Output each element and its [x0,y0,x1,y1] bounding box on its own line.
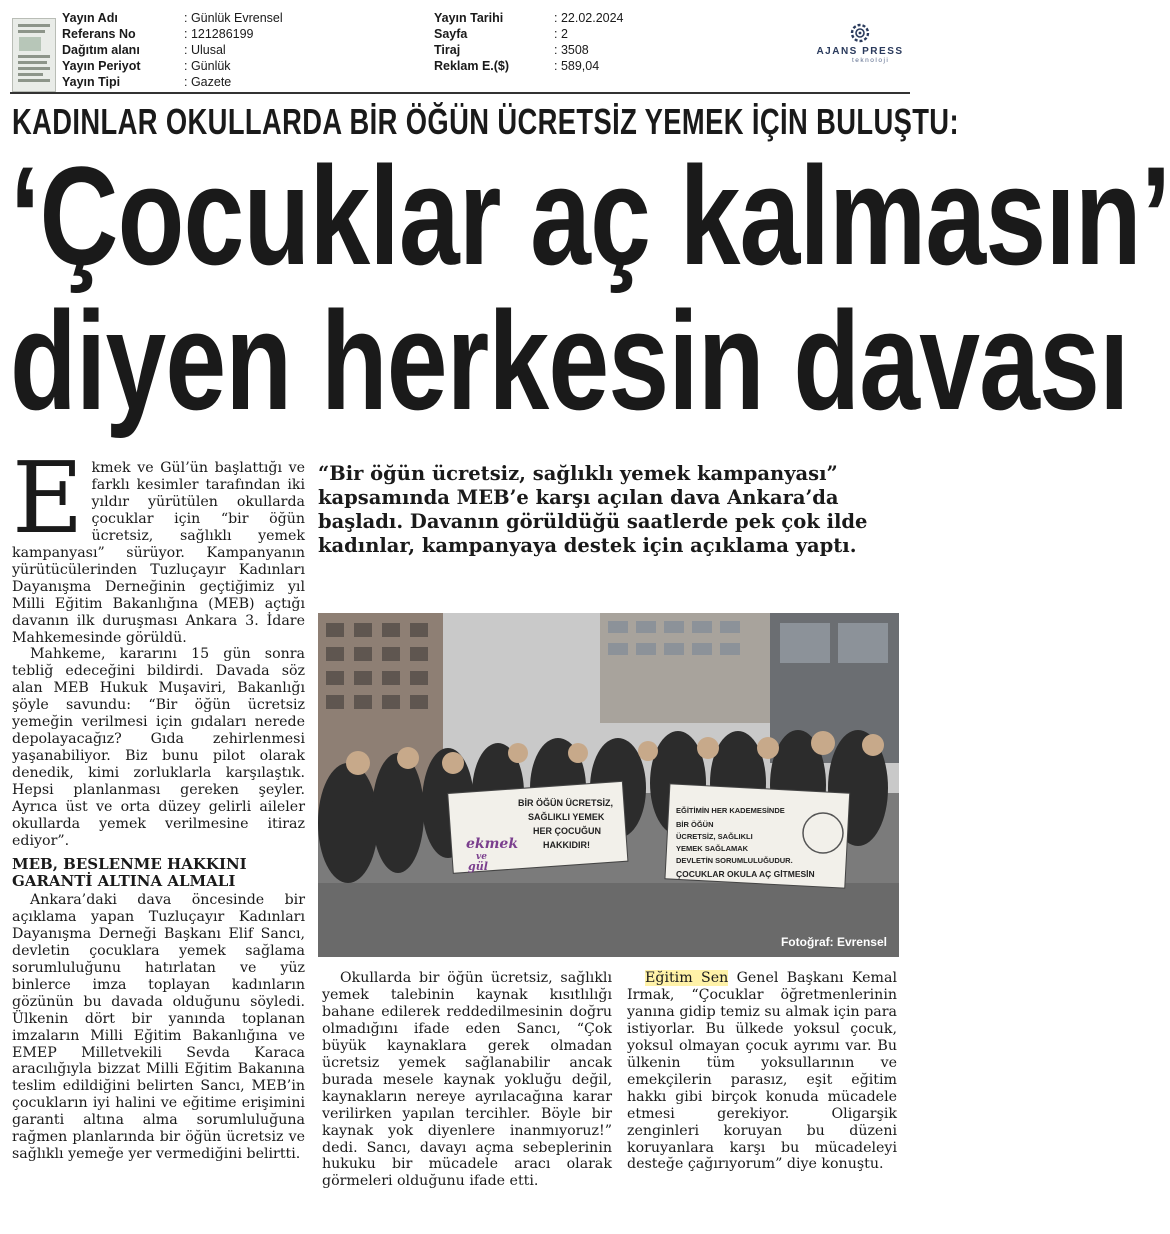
article-column-3 [627,970,897,1173]
meta-value: : 589,04 [554,59,600,73]
article-kicker: KADINLAR OKULLARDA BİR ÖĞÜN ÜCRETSİZ YEMEK İÇİN BULUŞTU: [12,101,959,142]
paragraph-1 [12,442,305,646]
banner-left-line-2: SAĞLIKLI YEMEK [528,812,605,822]
banner-left-logo-text-3: gül [468,860,488,873]
headline-line-2: diyen herkesin davası [10,282,1129,439]
paragraph-4: Okullarda bir öğün ücretsiz, sağlıklı yemek talebinin kaynak kısıtlılığı bahane edilerek reddedilmesinin doğru olmadığını ifade eden Sancı, “Çok büyük kaynaklara gerek olmadan ücretsiz yemek sağlanabilir ancak burada mesele kaynak yokluğu değil, kaynakların nereye ayrılacağına karar verilirken yapılan tercihler. Böyle bir kaynak yok diyenlere inanmıyoruz!” dedi. Sancı, davayı açma sebeplerinin hukuku bir mücadele aracı olarak görmeleri olduğunu ifade etti. [322,970,612,1190]
paragraph-3: Ankara’daki dava öncesinde bir açıklama yapan Tuzluçayır Kadınları Dayanışma Derneği Başkanı Elif Sancı, devletin çocuklara yemek sağlama sorumluluğunu hatırlatan ve yüz binlerce imza toplayan kadınların gözünün bu davada olduğunu söyledi. Ülkenin dört bir yanında toplanan imzaların Milli Eğitim Bakanlığına ve EMEP Milletvekili Sevda Karaca aracılığıyla bizzat Milli Eğitim Bakanına teslim edildiğini belirten Sancı, MEB’in çocukların iyi halini ve eğitime erişimini garanti altına alma sorumluluğuna rağmen planlarında bir öğün ücretsiz ve sağlıklı yemeğe yer vermediğini belirtti. [12,891,305,1163]
meta-label: Yayın Tarihi [434,11,504,25]
meta-value: : Günlük Evrensel [184,11,283,25]
banner-left-logo-text-1: ekmek [466,836,519,852]
protest-photo [318,613,899,957]
meta-value: : 3508 [554,43,589,57]
drop-cap: E [12,442,84,556]
banner-right-line-3: ÜCRETSİZ, SAĞLIKLI [676,832,753,841]
article-column-1 [12,442,305,1163]
meta-value: : 2 [554,27,568,41]
paragraph-1-text: kmek ve Gül’ün başlattığı ve farklı kesimler tarafından iki yıldır yürütülen okullarda çocuklar için “bir öğün ücretsiz, sağlıklı yemek kampanyası” sürüyor. Kampanyanın yürütücülerinden Tuzluçayır Kadınları Dayanışma Derneğinin geçtiğimiz yıl Milli Eğitim Bakanlığına (MEB) açtığı davanın ilk duruşması Ankara 3. İdare Mahkemesinde görüldü. [12,460,305,646]
ajans-press-logo [810,22,910,72]
banner-right-line-5: DEVLETİN SORUMLULUĞUDUR. [676,856,793,865]
meta-label: Reklam E.($) [434,59,510,73]
meta-value: : 22.02.2024 [554,11,624,25]
meta-value: : Günlük [184,59,231,73]
banner-right-line-6: ÇOCUKLAR OKULA AÇ GİTMESİN [676,869,815,879]
banner-left-line-3: HER ÇOCUĞUN [533,826,602,836]
headline-line-1: ‘Çocuklar aç kalmasın’ [10,137,1170,294]
clipping-metadata [0,8,920,94]
banner-right-line-4: YEMEK SAĞLAMAK [676,844,749,853]
ajans-press-gear-icon [849,22,871,44]
meta-value: : 121286199 [184,27,254,41]
paragraph-5-text: Genel Başkanı Kemal Irmak, “Çocuklar öğretmenlerinin yanına gidip temiz su almak için para istiyorlar. Bu ülkede yoksul çocuk, yoksul olmayan çocuk ayrımı var. Bu ülkenin tüm yoksullarının ve emekçilerin parasız, eşit eğitim hakkı gibi birçok konuda mücadele etmesi gerekiyor. Oligarşik zenginleri koruyan bu düzeni koruyanlara karşı bu mücadeleyi desteğe çağırıyorum” diye konuştu. [627,970,897,1173]
meta-label: Sayfa [434,27,468,41]
meta-label: Dağıtım alanı [62,43,140,57]
meta-label: Tiraj [434,43,461,57]
banner-right-line-2: BİR ÖĞÜN [676,820,714,829]
banner-left-line-4: HAKKIDIR! [543,840,590,850]
meta-value: : Gazete [184,75,232,89]
newspaper-thumbnail [12,18,56,92]
logo-sub: teknoloji [852,57,890,64]
article-headline [10,137,1170,439]
header-rule [10,92,910,94]
banner-left-logo-text-2: ve [476,852,487,862]
photo-credit: Fotoğraf: Evrensel [780,935,887,949]
protest-scene-illustration [318,613,899,957]
banner-right-line-1: EĞİTİMİN HER KADEMESİNDE [676,806,785,815]
paragraph-5 [627,970,897,1173]
meta-label: Yayın Periyot [62,59,141,73]
article-lead: “Bir öğün ücretsiz, sağlıklı yemek kampanyası” kapsamında MEB’e karşı açılan dava Ankara’da başladı. Davanın görüldüğü saatlerde pek çok ilde kadınlar, kampanyaya destek için açıklama yaptı. [318,462,868,557]
banner-left-line-1: BİR ÖĞÜN ÜCRETSİZ, [518,798,614,808]
article-column-2 [322,970,612,1190]
meta-value: : Ulusal [184,43,226,57]
meta-label: Referans No [62,27,136,41]
paragraph-2: Mahkeme, kararını 15 gün sonra tebliğ edeceğini bildirdi. Davada söz alan MEB Hukuk Muşaviri, Bakanlığı şöyle savundu: “Bir öğün ücretsiz yemeğin verilmesi için gıdaları nerede depolayacağız? Gıda zehirlenmesi yaşanabiliyor. Biz bunu pilot olarak denedik, kimi zorluklarla karşılaştık. Hepsi planlanması gereken şeyler. Ayrıca üst ve orta düzey gelirli aileler okullarda yemek verilmesine itiraz ediyor”. [12,646,305,849]
meta-label: Yayın Adı [62,11,118,25]
highlighted-term: Eğitim Sen [645,970,729,986]
meta-label: Yayın Tipi [62,75,121,89]
logo-name: AJANS PRESS [816,46,904,57]
section-subheading: MEB, BESLENME HAKKINI GARANTİ ALTINA ALMALI [12,854,247,890]
metadata-right [434,10,624,74]
metadata-left [62,10,283,90]
